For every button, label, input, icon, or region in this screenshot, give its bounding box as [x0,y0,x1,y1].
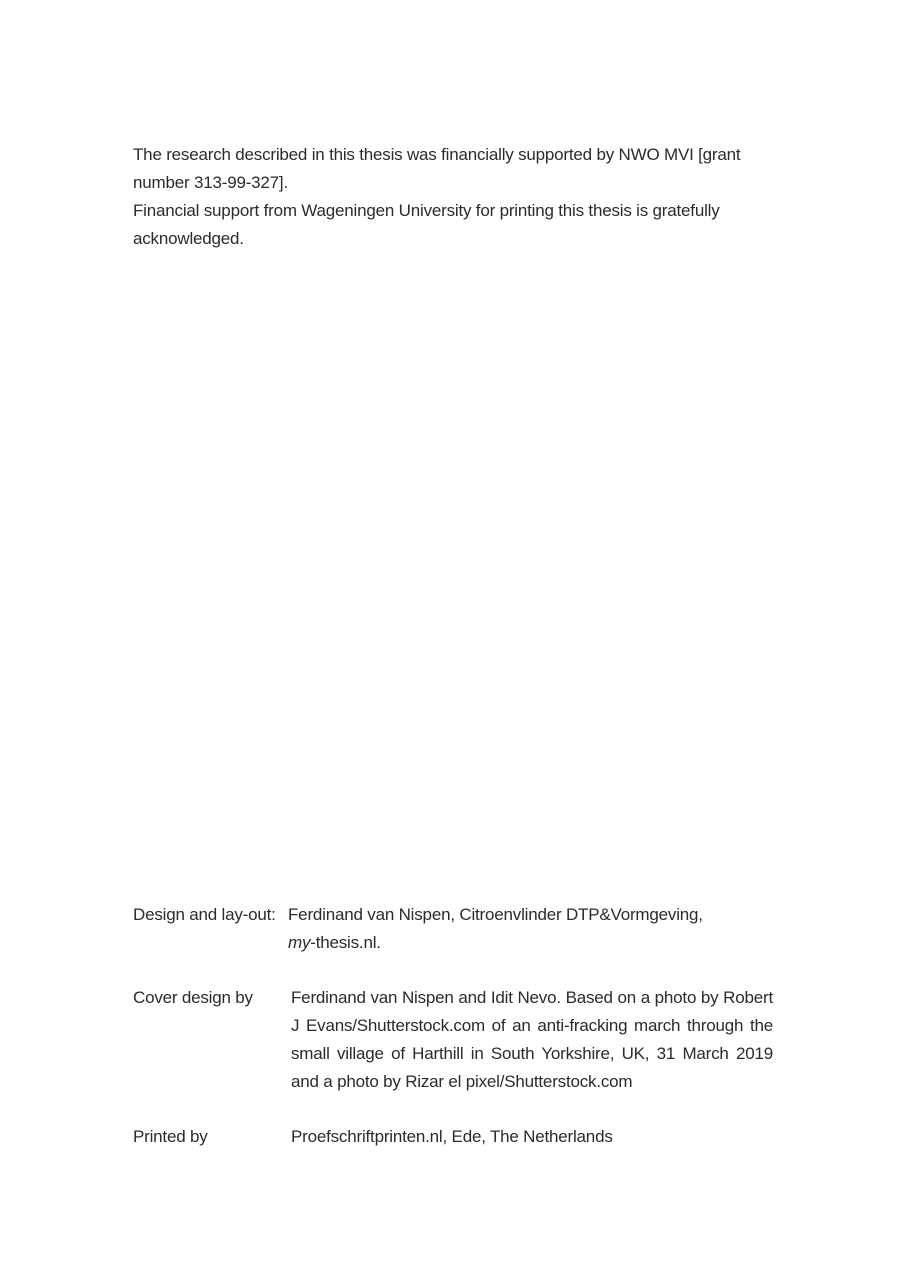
design-credit-row [133,901,773,957]
design-value [288,901,773,957]
credits-section [133,901,773,1151]
cover-label: Cover design by [133,988,253,1007]
design-value-italic: my [288,933,311,952]
cover-credit-row [133,984,773,1096]
design-value-rest: -thesis.nl. [310,933,381,952]
printed-label: Printed by [133,1127,208,1146]
design-value-line1: Ferdinand van Nispen, Citroenvlinder DTP&Vormgeving, [288,905,703,924]
cover-value: Ferdinand van Nispen and Idit Nevo. Based on a photo by Robert J Evans/Shutterstock.com of an anti-fracking march through the small village of Harthill in South Yorkshire, UK, 31 March 2019 and a photo by Rizar el pixel/Shutterstock.com [291,988,773,1091]
funding-statement [133,141,778,253]
printed-value: Proefschriftprinten.nl, Ede, The Netherlands [291,1127,613,1146]
printing-support-text: Financial support from Wageningen University for printing this thesis is gratefully acknowledged. [133,201,720,248]
printed-credit-row [133,1123,773,1151]
design-value-line2 [288,929,773,957]
funding-grant-text: The research described in this thesis was financially supported by NWO MVI [grant number 313-99-327]. [133,145,741,192]
design-label: Design and lay-out: [133,905,276,924]
